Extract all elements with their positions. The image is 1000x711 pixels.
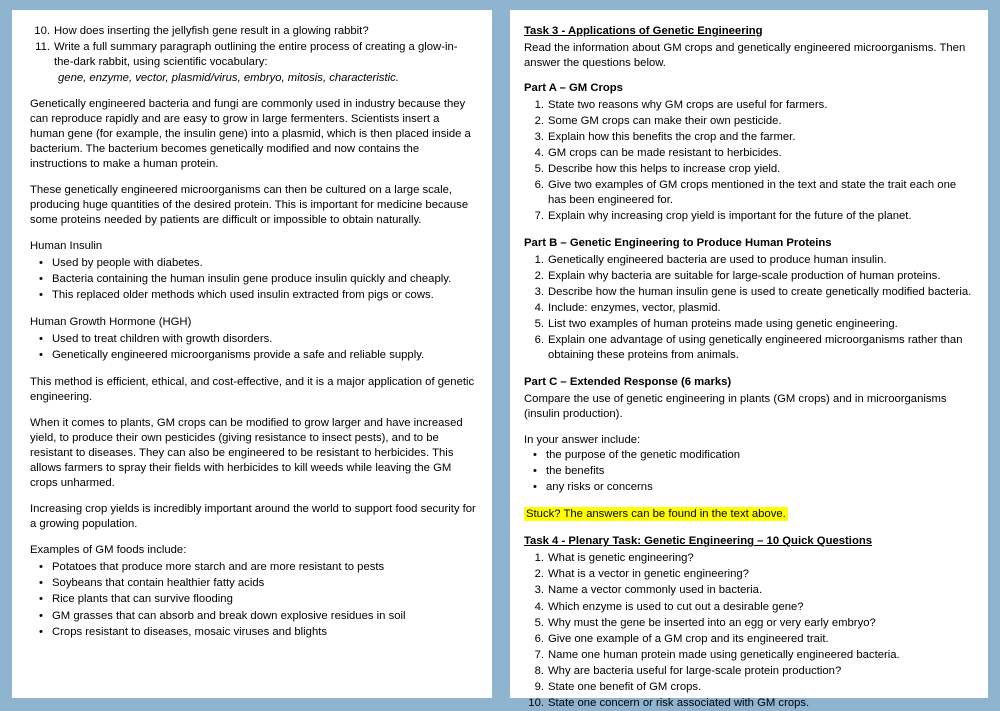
bullet-glyph: •	[39, 349, 43, 362]
question-text: Name one human protein made using genetically engineered bacteria.	[548, 648, 900, 661]
question-text: Describe how this helps to increase crop yield.	[548, 163, 781, 176]
list-item	[30, 560, 476, 575]
question-text: How does inserting the jellyfish gene result in a glowing rabbit?	[54, 25, 369, 37]
list-item	[524, 583, 972, 598]
body-paragraph-2: These genetically engineered microorganisms can then be cultured on a large scale, producing huge quantities of the desired protein. This is important for medicine because some proteins needed by patients are difficult or impossible to obtain naturally.	[30, 184, 469, 227]
question-text: Explain why bacteria are suitable for large-scale production of human proteins.	[548, 270, 941, 283]
question-number: 2.	[534, 568, 544, 581]
question-text: What is genetic engineering?	[548, 552, 694, 565]
question-number: 3.	[534, 286, 544, 299]
question-number: 3.	[534, 131, 544, 144]
bullet-glyph: •	[39, 333, 43, 346]
spacer	[524, 496, 972, 507]
spacer	[524, 364, 972, 375]
list-item	[30, 609, 476, 624]
question-text: State one benefit of GM crops.	[548, 680, 702, 693]
question-number: 8.	[534, 664, 544, 677]
task3-intro: Read the information about GM crops and genetically engineered microorganisms. Then answer the questions below.	[524, 42, 966, 70]
list-item	[524, 301, 972, 316]
bullet-text: Potatoes that produce more starch and are more resistant to pests	[52, 561, 385, 574]
part-c-answer-lead: In your answer include:	[524, 434, 641, 447]
question-number: 6.	[534, 179, 544, 192]
list-item	[30, 256, 476, 271]
question-text: Write a full summary paragraph outlining the entire process of creating a glow-in-the-dark rabbit, using scientific vocabulary:	[54, 41, 458, 69]
list-item	[524, 285, 972, 300]
bullet-glyph: •	[39, 577, 43, 590]
bullet-glyph: •	[533, 465, 537, 478]
bullet-glyph: •	[39, 609, 43, 622]
question-text: What is a vector in genetic engineering?	[548, 568, 749, 581]
list-item	[524, 209, 972, 224]
question-text: Explain one advantage of using genetically engineered microorganisms rather than obtaining these proteins from animals.	[548, 334, 963, 362]
part-c-intro: Compare the use of genetic engineering in plants (GM crops) and in microorganisms (insulin production).	[524, 393, 947, 421]
list-item	[524, 114, 972, 129]
question-text: Why must the gene be inserted into an egg or very early embryo?	[548, 616, 876, 629]
part-b-questions	[524, 253, 972, 363]
part-c-title: Part C – Extended Response (6 marks)	[524, 376, 732, 389]
list-item	[524, 696, 972, 711]
bullet-glyph: •	[39, 289, 43, 302]
question-number: 6.	[534, 632, 544, 645]
bullet-text: Soybeans that contain healthier fatty acids	[52, 577, 265, 590]
bullet-text: the benefits	[546, 465, 605, 478]
bullet-glyph: •	[533, 481, 537, 494]
question-number: 7.	[534, 648, 544, 661]
bullet-text: Bacteria containing the human insulin gene produce insulin quickly and cheaply.	[52, 273, 452, 286]
list-item	[524, 269, 972, 284]
question-number: 4.	[534, 147, 544, 160]
question-number: 1.	[534, 254, 544, 267]
question-text: Which enzyme is used to cut out a desirable gene?	[548, 600, 804, 613]
closing-paragraph-1: This method is efficient, ethical, and cost-effective, and it is a major application of genetic engineering.	[30, 376, 475, 404]
list-item	[30, 288, 476, 303]
bullet-text: This replaced older methods which used insulin extracted from pigs or cows.	[52, 289, 434, 302]
bullet-text: GM grasses that can absorb and break down explosive residues in soil	[52, 609, 406, 622]
question-text: Name a vector commonly used in bacteria.	[548, 584, 763, 597]
bullet-text: any risks or concerns	[546, 481, 653, 494]
question-text: Give two examples of GM crops mentioned in the text and state the trait each one has been engineered for.	[548, 179, 957, 207]
closing-paragraph-3: Increasing crop yields is incredibly important around the world to support food security for a growing population.	[30, 503, 476, 531]
list-item	[30, 576, 476, 591]
question-number: 1.	[534, 552, 544, 565]
bullet-text: Rice plants that can survive flooding	[52, 593, 233, 606]
question-text: State one concern or risk associated with GM crops.	[548, 696, 810, 709]
gm-foods-heading: Examples of GM foods include:	[30, 544, 187, 557]
spacer	[524, 225, 972, 236]
list-item	[524, 632, 972, 647]
hgh-heading: Human Growth Hormone (HGH)	[30, 316, 192, 329]
bullet-text: Used by people with diabetes.	[52, 257, 203, 270]
list-item	[524, 600, 972, 615]
list-item	[524, 178, 972, 208]
list-item	[524, 567, 972, 582]
list-item	[524, 98, 972, 113]
list-item	[30, 272, 476, 287]
question-text: Describe how the human insulin gene is used to create genetically modified bacteria.	[548, 286, 972, 299]
spacer	[30, 86, 476, 97]
spacer	[30, 304, 476, 315]
list-item	[524, 464, 972, 479]
part-c-bullets	[524, 448, 972, 495]
list-item	[524, 480, 972, 495]
part-b-title: Part B – Genetic Engineering to Produce Human Proteins	[524, 237, 832, 250]
bullet-glyph: •	[39, 593, 43, 606]
list-item	[524, 333, 972, 363]
list-item	[524, 130, 972, 145]
spacer	[30, 364, 476, 375]
bullet-glyph: •	[39, 273, 43, 286]
task4-title: Task 4 - Plenary Task: Genetic Engineering – 10 Quick Questions	[524, 535, 873, 548]
question-number: 9.	[534, 680, 544, 693]
question-number: 1.	[534, 99, 544, 112]
hint-line	[524, 507, 972, 522]
question-text: Explain how this benefits the crop and the farmer.	[548, 131, 796, 144]
part-a-title: Part A – GM Crops	[524, 82, 623, 95]
gm-foods-bullets	[30, 560, 476, 639]
worksheet-page-right	[510, 10, 988, 709]
question-number: 11.	[35, 41, 50, 54]
closing-paragraph-2: When it comes to plants, GM crops can be modified to grow larger and have increased yield, to produce their own pesticides (giving resistance to insect pests), and to be resistant to diseases. They can also be engineered to be resistant to herbicides. This allows farmers to spray their fields with herbicides to kill weeds while leaving the GM crops unharmed.	[30, 417, 463, 490]
bullet-glyph: •	[39, 257, 43, 270]
list-item	[524, 680, 972, 695]
question-number: 4.	[534, 302, 544, 315]
question-number: 7.	[534, 210, 544, 223]
list-item	[524, 253, 972, 268]
hgh-bullets	[30, 332, 476, 363]
list-item	[524, 551, 972, 566]
question-number: 4.	[534, 600, 544, 613]
question-text: List two examples of human proteins made using genetic engineering.	[548, 318, 898, 331]
question-text: GM crops can be made resistant to herbicides.	[548, 147, 782, 160]
bullet-glyph: •	[39, 625, 43, 638]
question-text: Explain why increasing crop yield is important for the future of the planet.	[548, 210, 912, 223]
list-item	[30, 24, 476, 39]
question-number: 5.	[534, 163, 544, 176]
list-item	[524, 162, 972, 177]
list-item	[524, 146, 972, 161]
list-item	[524, 616, 972, 631]
list-item	[524, 664, 972, 679]
human-insulin-heading: Human Insulin	[30, 240, 103, 253]
left-top-question-list	[30, 24, 476, 70]
question-number: 10.	[34, 25, 50, 37]
task3-title: Task 3 - Applications of Genetic Engineering	[524, 25, 763, 37]
list-item	[30, 40, 476, 70]
question-number: 5.	[534, 318, 544, 331]
question-text: Include: enzymes, vector, plasmid.	[548, 302, 721, 315]
list-item	[30, 592, 476, 607]
bullet-text: Used to treat children with growth disorders.	[52, 333, 273, 346]
list-item	[30, 332, 476, 347]
question-number: 5.	[534, 616, 544, 629]
question-text: Give one example of a GM crop and its engineered trait.	[548, 632, 829, 645]
bullet-text: the purpose of the genetic modification	[546, 449, 741, 462]
question-number: 3.	[534, 584, 544, 597]
list-item	[30, 348, 476, 363]
list-item	[524, 448, 972, 463]
bullet-text: Genetically engineered microorganisms provide a safe and reliable supply.	[52, 349, 425, 362]
bullet-glyph: •	[533, 449, 537, 462]
question-number: 2.	[534, 115, 544, 128]
worksheet-page-left	[12, 10, 492, 698]
bullet-text: Crops resistant to diseases, mosaic viruses and blights	[52, 625, 328, 638]
question-number: 2.	[534, 270, 544, 283]
list-item	[524, 317, 972, 332]
task4-questions	[524, 551, 972, 710]
question-number: 6.	[534, 334, 544, 347]
question-text: Why are bacteria useful for large-scale protein production?	[548, 664, 842, 677]
human-insulin-bullets	[30, 256, 476, 303]
question-number: 10.	[528, 696, 544, 709]
question-text: Genetically engineered bacteria are used to produce human insulin.	[548, 254, 887, 267]
bullet-glyph: •	[39, 561, 43, 574]
question-text: Some GM crops can make their own pesticide.	[548, 115, 782, 128]
question-text: State two reasons why GM crops are useful for farmers.	[548, 99, 828, 112]
list-item	[30, 625, 476, 640]
body-paragraph-1: Genetically engineered bacteria and fungi are commonly used in industry because they can reproduce rapidly and are easy to grow in large fermenters. Scientists insert a human gene (for example, the insulin gene) into a plasmid, which is then placed inside a bacterium. The bacterium becomes genetically modified and now contains the instructions to make a human protein.	[30, 98, 471, 171]
hint-highlight: Stuck? The answers can be found in the text above.	[526, 508, 786, 521]
list-item	[524, 648, 972, 663]
part-a-questions	[524, 98, 972, 224]
vocabulary-line: gene, enzyme, vector, plasmid/virus, embryo, mitosis, characteristic.	[58, 72, 399, 85]
